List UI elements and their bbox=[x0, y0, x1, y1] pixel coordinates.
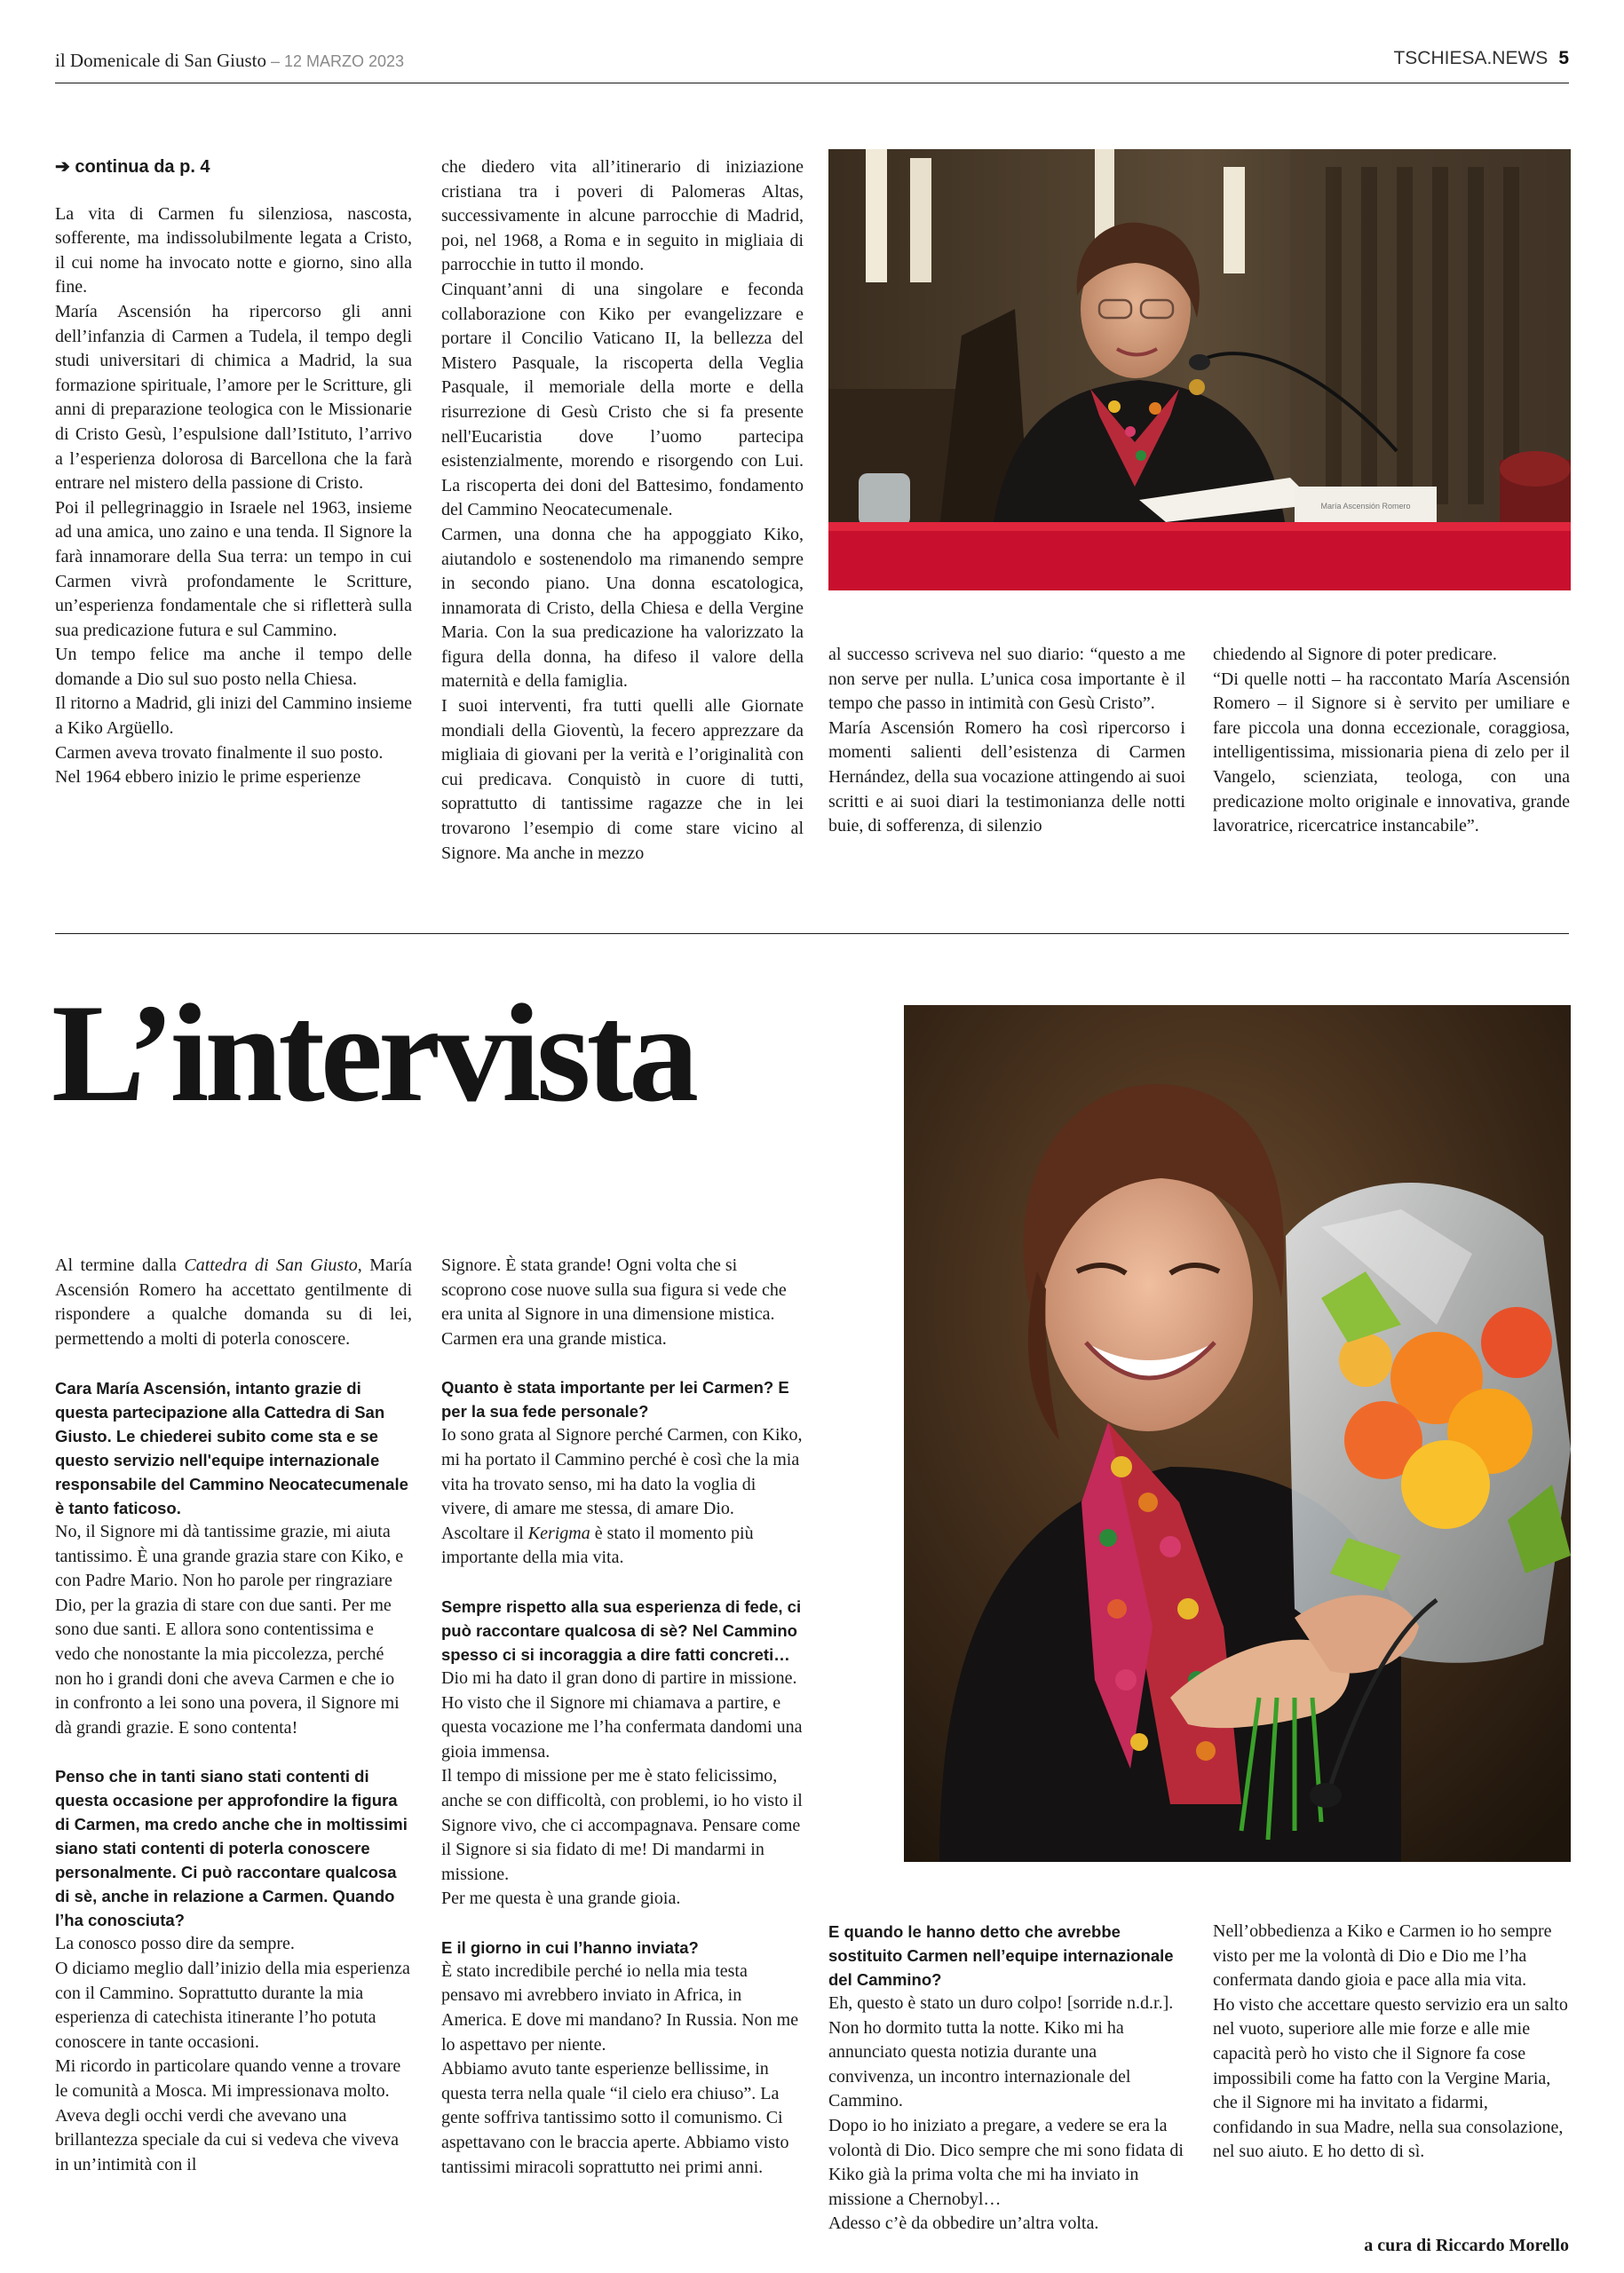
paragraph: Un tempo felice ma anche il tempo delle domande a Dio sul suo posto nella Chiesa. bbox=[55, 645, 412, 689]
interview-column-2 bbox=[441, 1254, 804, 2180]
nameplate-text: María Ascensión Romero bbox=[1320, 502, 1411, 511]
paragraph: La vita di Carmen fu silenziosa, nascosta, sofferente, ma indissolubilmente legata a Cristo, il cui nome ha invocato notte e giorno, sino alla fine. bbox=[55, 203, 412, 297]
event-name: Cattedra di San Giusto bbox=[184, 1255, 358, 1275]
paragraph: Carmen, una donna che ha appoggiato Kiko, aiutandolo e sostenendolo ma rimanendo sempre in secondo piano. Una donna escatologica, innamorata di Cristo, della Chiesa e della Vergine Maria. Con la sua predicazione ha valorizzato la figura della donna, ha difeso il valore della maternità e della famiglia. bbox=[441, 524, 804, 692]
answer: O diciamo meglio dall’inizio della mia esperienza con il Cammino. Soprattutto durante la mia esperienza di catechista itinerante l’ho potuta conoscere in tante occasioni. bbox=[55, 1958, 410, 2052]
answer: La conosco posso dire da sempre. bbox=[55, 1934, 295, 1954]
answer: Nell’obbedienza a Kiko e Carmen io ho sempre visto per me la volontà di Dio e Dio me l’ha confermata dando gioia e pace alla mia vita. bbox=[1213, 1921, 1552, 1991]
question: Quanto è stata importante per lei Carmen? E per la sua fede personale? bbox=[441, 1378, 789, 1422]
article-column-1 bbox=[55, 155, 412, 790]
answer: No, il Signore mi dà tantissime grazie, mi aiuta tantissimo. È una grande grazia stare con Kiko, e con Padre Mario. Non ho parole per ringraziare Dio, per la grazia di stare con due santi. Per me sono due santi. E allora sono contentissima e vedo che nonostante la mia piccolezza, perché non ho i grandi doni che aveva Carmen e che io in confronto a lei sono una povera, il Signore mi dà grandi grazie. E sono contenta! bbox=[55, 1522, 404, 1738]
paragraph: Nel 1964 ebbero inizio le prime esperienze bbox=[55, 767, 361, 788]
paragraph: María Ascensión Romero ha così ripercorso i momenti salienti dell’esistenza di Carmen Hernández, della sua vocazione attingendo ai suoi scritti e ai suoi diari la testimonianza delle notti buie, di sofferenza, di silenzio bbox=[828, 717, 1185, 836]
publication-name: il Domenicale di San Giusto bbox=[55, 50, 266, 71]
paragraph: Poi il pellegrinaggio in Israele nel 1963, insieme ad una amica, uno zaino e una tenda. Il Signore la farà innamorare della Sua terra: un tempo in cui Carmen vivrà profondamente le Scritture, un’esperienza fondamentale che si rifletterà sulla sua predicazione futura e sul Cammino. bbox=[55, 497, 412, 640]
site-header bbox=[1393, 48, 1569, 69]
answer: Dio mi ha dato il gran dono di partire in missione. Ho visto che il Signore mi chiamava a partire, e questa vocazione me l’ha confermata dandomi una gioia immensa. bbox=[441, 1667, 803, 1762]
paragraph: Il ritorno a Madrid, gli inizi del Cammino insieme a Kiko Argüello. bbox=[55, 693, 412, 739]
interview-column-3 bbox=[828, 1920, 1185, 2237]
question: Penso che in tanti siano stati contenti di questa occasione per approfondire la figura di Carmen, ma credo anche che in moltissimi siano stati contenti di poterla conoscere personalmente. Ci può raccontare qualcosa di sè, anche in relazione a Carmen. Quando l’ha conosciuta? bbox=[55, 1767, 408, 1930]
answer: Ho visto che accettare questo servizio era un salto nel vuoto, superiore alle mie forze e alle mie capacità però ho visto che il Signore fa cose impossibili come ha fatto con la Vergine Maria, che il Signore mi ha invitato a fidarmi, confidando in sua Madre, nella sua consolazione, nel suo aiuto. E ho detto di sì. bbox=[1213, 1994, 1568, 2162]
answer: Signore. È stata grande! Ogni volta che si scoprono cose nuove sulla sua figura si vede che era unita al Signore in una dimensione mistica. Carmen era una grande mistica. bbox=[441, 1255, 787, 1349]
article-column-2 bbox=[441, 155, 804, 866]
answer: Mi ricordo in particolare quando venne a trovare le comunità a Mosca. Mi impressionava molto. Aveva degli occhi verdi che avevano una brillantezza speciale da cui si vedeva che viveva in un’intimità con il bbox=[55, 2056, 401, 2174]
question: E quando le hanno detto che avrebbe sostituito Carmen nell’equipe internazionale del Cammino? bbox=[828, 1922, 1174, 1989]
photo-smiling-with-bouquet bbox=[904, 1005, 1571, 1862]
paragraph: “Di quelle notti – ha raccontato María Ascensión Romero – il Signore si è servito per umiliare e fare piccola una donna eccezionale, coraggiosa, intelligentissima, missionaria piena di zelo per il Vangelo, scienziata, teologa, con una predicazione molto originale e innovativa, grande lavoratrice, ricercatrice instancabile”. bbox=[1213, 669, 1570, 836]
site-name: TSCHIESA.NEWS bbox=[1393, 48, 1549, 68]
page-number: 5 bbox=[1558, 48, 1569, 68]
answer: Io sono grata al Signore perché Carmen, con Kiko, mi ha portato il Cammino perché è così che la mia vita ha trovato senso, mi ha dato la voglia di vivere, di amare me stessa, di amare Dio. Ascoltare il Kerigma è stato il momento più importante della mia vita. bbox=[441, 1425, 803, 1568]
answer: Adesso c’è da obbedire un’altra volta. bbox=[828, 2214, 1099, 2234]
answer: È stato incredibile perché io nella mia testa pensavo mi avrebbero inviato in Africa, in America. E dove mi mandano? In Russia. Non me lo aspettavo per niente. bbox=[441, 1960, 799, 2055]
article-column-4 bbox=[1213, 643, 1570, 839]
interview-title: L’intervista bbox=[51, 976, 695, 1131]
answer: Per me questa è una grande gioia. bbox=[441, 1889, 681, 1909]
question: E il giorno in cui l’hanno inviata? bbox=[441, 1937, 699, 1957]
paragraph: I suoi interventi, fra tutti quelli alle Giornate mondiali della Gioventù, la fecero apprezzare da migliaia di giovani per la verità e l’originalità con cui predicava. Conquistò in cuore di tutti, soprattutto di tantissime ragazze che in lei trovarono l’esempio di come stare vicino al Signore. Ma anche in mezzo bbox=[441, 696, 804, 863]
continued-from[interactable]: ➔ continua da p. 4 bbox=[55, 157, 210, 177]
interview-column-4 bbox=[1213, 1920, 1570, 2165]
interview-column-1 bbox=[55, 1376, 412, 2177]
issue-date: – 12 MARZO 2023 bbox=[265, 52, 405, 70]
question: Cara María Ascensión, intanto grazie di questa partecipazione alla Cattedra di San Giusto. Le chiederei subito come sta e se questo servizio nell'equipe internazionale responsabile del Cammino Neocatecumenale è tanto faticoso. bbox=[55, 1379, 408, 1517]
paragraph: che diedero vita all’itinerario di iniziazione cristiana tra i poveri di Palomeras Altas, successivamente in alcune parrocchie di Madrid, poi, nel 1968, a Roma e in seguito in migliaia di parrocchie in tutto il mondo. bbox=[441, 157, 804, 275]
interview-intro: Al termine dalla Cattedra di San Giusto, María Ascensión Romero ha accettato gentilmente di rispondere a qualche domanda su di lei, permettendo a molti di poterla conoscere. bbox=[55, 1255, 413, 1349]
paragraph: chiedendo al Signore di poter predicare. bbox=[1213, 645, 1497, 664]
answer: Abbiamo avuto tante esperienze bellissime, in questa terra nella quale “il cielo era chiuso”. La gente soffriva tantissimo sotto il comunismo. Ci aspettavano con le braccia aperte. Abbiamo visto tantissimi miracoli soprattutto nei primi anni. bbox=[441, 2059, 789, 2177]
section-rule bbox=[55, 933, 1569, 934]
author-credit: a cura di Riccardo Morello bbox=[1364, 2236, 1569, 2255]
paragraph: Cinquant’anni di una singolare e feconda collaborazione con Kiko per evangelizzare e portare il Concilio Vaticano II, la bellezza del Mistero Pasquale, la riscoperta della Veglia Pasquale, il memoriale della morte e della risurrezione di Gesù Cristo che si fa presente nell'Eucaristia dove l’uomo partecipa esistenzialmente, morendo e risorgendo con Lui. La riscoperta dei doni del Battesimo, fondamento del Cammino Neocatecumenale. bbox=[441, 279, 804, 520]
paragraph: al successo scriveva nel suo diario: “questo a me non serve per nulla. L’unica cosa importante è il tempo che passo in intimità con Gesù Cristo”. bbox=[828, 645, 1185, 714]
paragraph: Carmen aveva trovato finalmente il suo posto. bbox=[55, 742, 384, 763]
answer: Eh, questo è stato un duro colpo! [sorride n.d.r.]. Non ho dormito tutta la notte. Kiko mi ha annunciato questa notizia durante una convivenza, un incontro internazionale del Cammino. bbox=[828, 1993, 1174, 2111]
question: Sempre rispetto alla sua esperienza di fede, ci può raccontare qualcosa di sè? Nel Cammino spesso ci si incoraggia a dire fatti concreti… bbox=[441, 1596, 802, 1664]
publication-header bbox=[55, 50, 404, 72]
answer: Dopo io ho iniziato a pregare, a vedere se era la volontà di Dio. Dico sempre che mi sono fidata di Kiko già la prima volta che mi ha inviato in missione a Chernobyl… bbox=[828, 2115, 1184, 2209]
photo-speaker-at-table bbox=[828, 149, 1571, 590]
paragraph: María Ascensión ha ripercorso gli anni dell’infanzia di Carmen a Tudela, il tempo degli studi universitari di chimica a Madrid, la sua formazione spirituale, l’amore per le Scritture, gli anni di preparazione teologica con le Missionarie di Cristo Gesù, l’espulsione dall’Istituto, l’arrivo a l’esperienza dolorosa di Barcellona che la farà entrare nel mistero della passione di Cristo. bbox=[55, 301, 412, 494]
answer: Il tempo di missione per me è stato felicissimo, anche se con difficoltà, con problemi, io ho visto il Signore vivo, che ci accompagnava. Pensare come il Signore si sia fidato di me! Di mandarmi in missione. bbox=[441, 1766, 803, 1884]
article-column-3 bbox=[828, 643, 1185, 839]
